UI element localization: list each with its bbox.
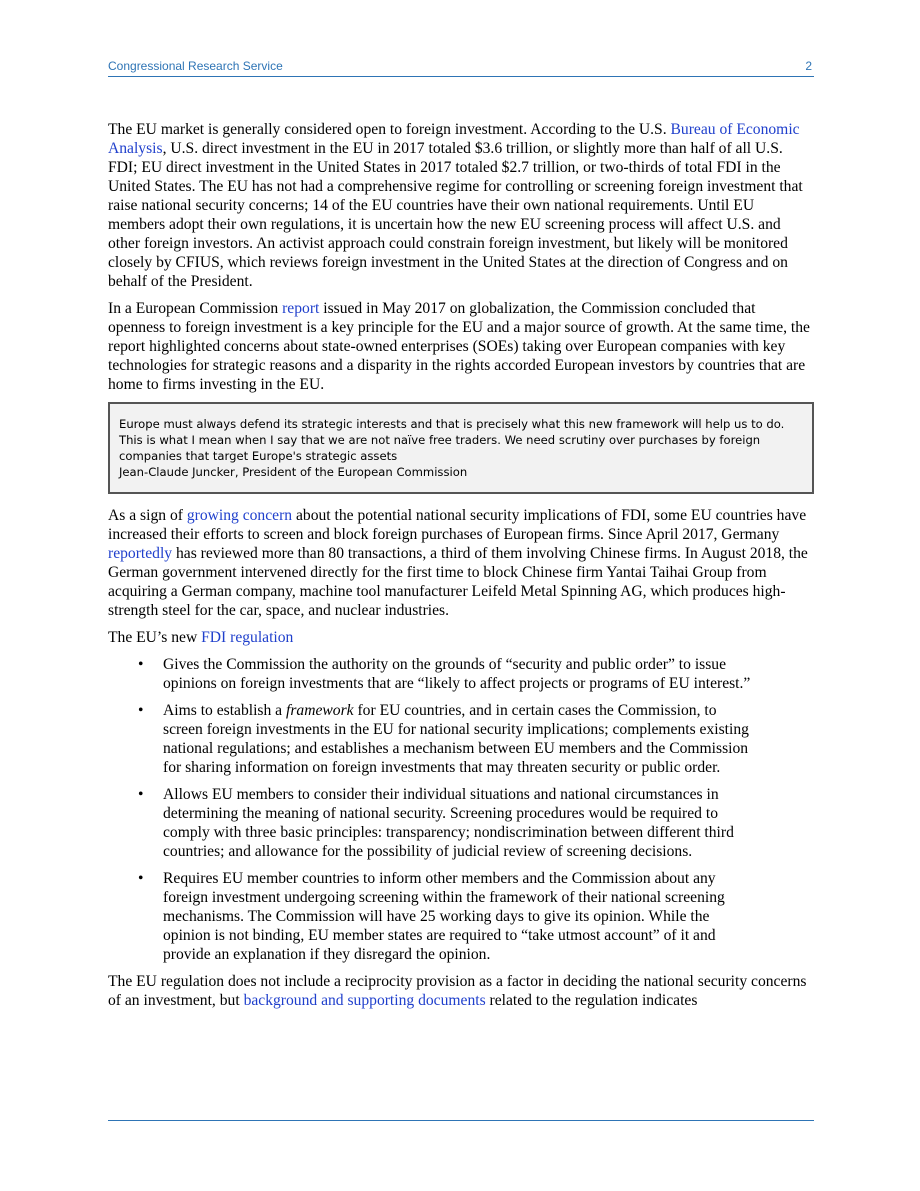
paragraph-text: The EU’s new bbox=[108, 629, 202, 646]
list-item bbox=[108, 869, 814, 964]
link-reportedly[interactable]: reportedly bbox=[108, 545, 173, 562]
page-header bbox=[108, 58, 814, 77]
paragraph-text: In a European Commission bbox=[108, 300, 283, 317]
quote-text: Europe must always defend its strategic interests and that is precisely what this new framework will help us to do. This is what I mean when I say that we are not naïve free traders. We need scrutiny over purchases by foreign companies that target Europe's strategic assets bbox=[119, 417, 785, 463]
bullet-icon: • bbox=[138, 702, 144, 719]
page-number: 2 bbox=[805, 59, 812, 73]
bullet-icon: • bbox=[138, 870, 144, 887]
bullet-icon: • bbox=[138, 786, 144, 803]
header-org-name: Congressional Research Service bbox=[108, 59, 283, 73]
paragraph-text: about the potential national security implications of FDI, some EU countries have increased their efforts to screen and block foreign purchases of European firms. Since April 2017, Germany bbox=[108, 507, 807, 543]
footer-divider bbox=[108, 1120, 814, 1121]
paragraph-reciprocity bbox=[108, 972, 814, 1010]
paragraph-eu-market bbox=[108, 120, 814, 291]
quote-attribution: Jean-Claude Juncker, President of the European Commission bbox=[119, 465, 468, 479]
list-item-text: Gives the Commission the authority on the grounds of “security and public order” to issue opinions on foreign investments that are “likely to affect projects or programs of EU interest.” bbox=[163, 656, 751, 692]
paragraph-commission-report bbox=[108, 299, 814, 394]
link-bureau-of-economic-analysis[interactable]: Bureau of Economic Analysis bbox=[108, 121, 800, 157]
link-background-documents[interactable]: background and supporting documents bbox=[243, 992, 486, 1009]
list-item-text: Aims to establish a bbox=[163, 702, 287, 719]
link-fdi-regulation[interactable]: FDI regulation bbox=[201, 629, 294, 646]
emphasis-framework: framework bbox=[286, 702, 354, 719]
document-body bbox=[108, 120, 814, 1018]
bullet-icon: • bbox=[138, 656, 144, 673]
list-item bbox=[108, 701, 814, 777]
paragraph-text: issued in May 2017 on globalization, the Commission concluded that openness to foreign investment is a key principle for the EU and a major source of growth. At the same time, the report highlighted concerns about state-owned enterprises (SOEs) taking over European companies with key technologies for strategic reasons and a disparity in the rights accorded European investors by countries that are home to firms investing in the EU. bbox=[108, 300, 810, 393]
list-item-text: Requires EU member countries to inform other members and the Commission about any foreign investment undergoing screening within the framework of their national screening mechanisms. The Commission will have 25 working days to give its opinion. While the opinion is not binding, EU member states are required to “take utmost account” of it and provide an explanation if they disregard the opinion. bbox=[163, 870, 725, 963]
paragraph-text: The EU market is generally considered open to foreign investment. According to the U.S. bbox=[108, 121, 671, 138]
quote-box bbox=[108, 402, 814, 494]
paragraph-text: As a sign of bbox=[108, 507, 187, 524]
list-item-text: Allows EU members to consider their individual situations and national circumstances in determining the meaning of national security. Screening procedures would be required to comply with three basic principles: transparency; nondiscrimination between different third countries; and allowance for the possibility of judicial review of screening decisions. bbox=[163, 786, 734, 860]
paragraph-text: has reviewed more than 80 transactions, a third of them involving Chinese firms. In August 2018, the German government intervened directly for the first time to block Chinese firm Yantai Taihai Group from acquiring a German company, machine tool manufacturer Leifeld Metal Spinning AG, which produces high-strength steel for the car, space, and nuclear industries. bbox=[108, 545, 808, 619]
paragraph-text: related to the regulation indicates bbox=[485, 992, 698, 1009]
paragraph-text: The EU regulation does not include a reciprocity provision as a factor in deciding the national security concerns of an investment, but bbox=[108, 973, 807, 1009]
list-item bbox=[108, 785, 814, 861]
link-report[interactable]: report bbox=[282, 300, 320, 317]
list-item-text: for EU countries, and in certain cases the Commission, to screen foreign investments in the EU for national security implications; complements existing national regulations; and establishes a mechanism between EU members and the Commission for sharing information on foreign investments that may threaten security or public order. bbox=[163, 702, 749, 776]
paragraph-growing-concern bbox=[108, 506, 814, 620]
paragraph-fdi-regulation-intro bbox=[108, 628, 814, 647]
list-item bbox=[108, 655, 814, 693]
link-growing-concern[interactable]: growing concern bbox=[186, 507, 293, 524]
regulation-bullet-list bbox=[108, 655, 814, 964]
paragraph-text: , U.S. direct investment in the EU in 2017 totaled $3.6 trillion, or slightly more than half of all U.S. FDI; EU direct investment in the United States in 2017 totaled $2.7 trillion, or two-thirds of total FDI in the United States. The EU has not had a comprehensive regime for controlling or screening foreign investment that raise national security concerns; 14 of the EU countries have their own national requirements. Until EU members adopt their own regulations, it is uncertain how the new EU screening process will affect U.S. and other foreign investors. An activist approach could constrain foreign investment, but likely will be monitored closely by CFIUS, which reviews foreign investment in the United States at the direction of Congress and on behalf of the President. bbox=[108, 140, 803, 290]
